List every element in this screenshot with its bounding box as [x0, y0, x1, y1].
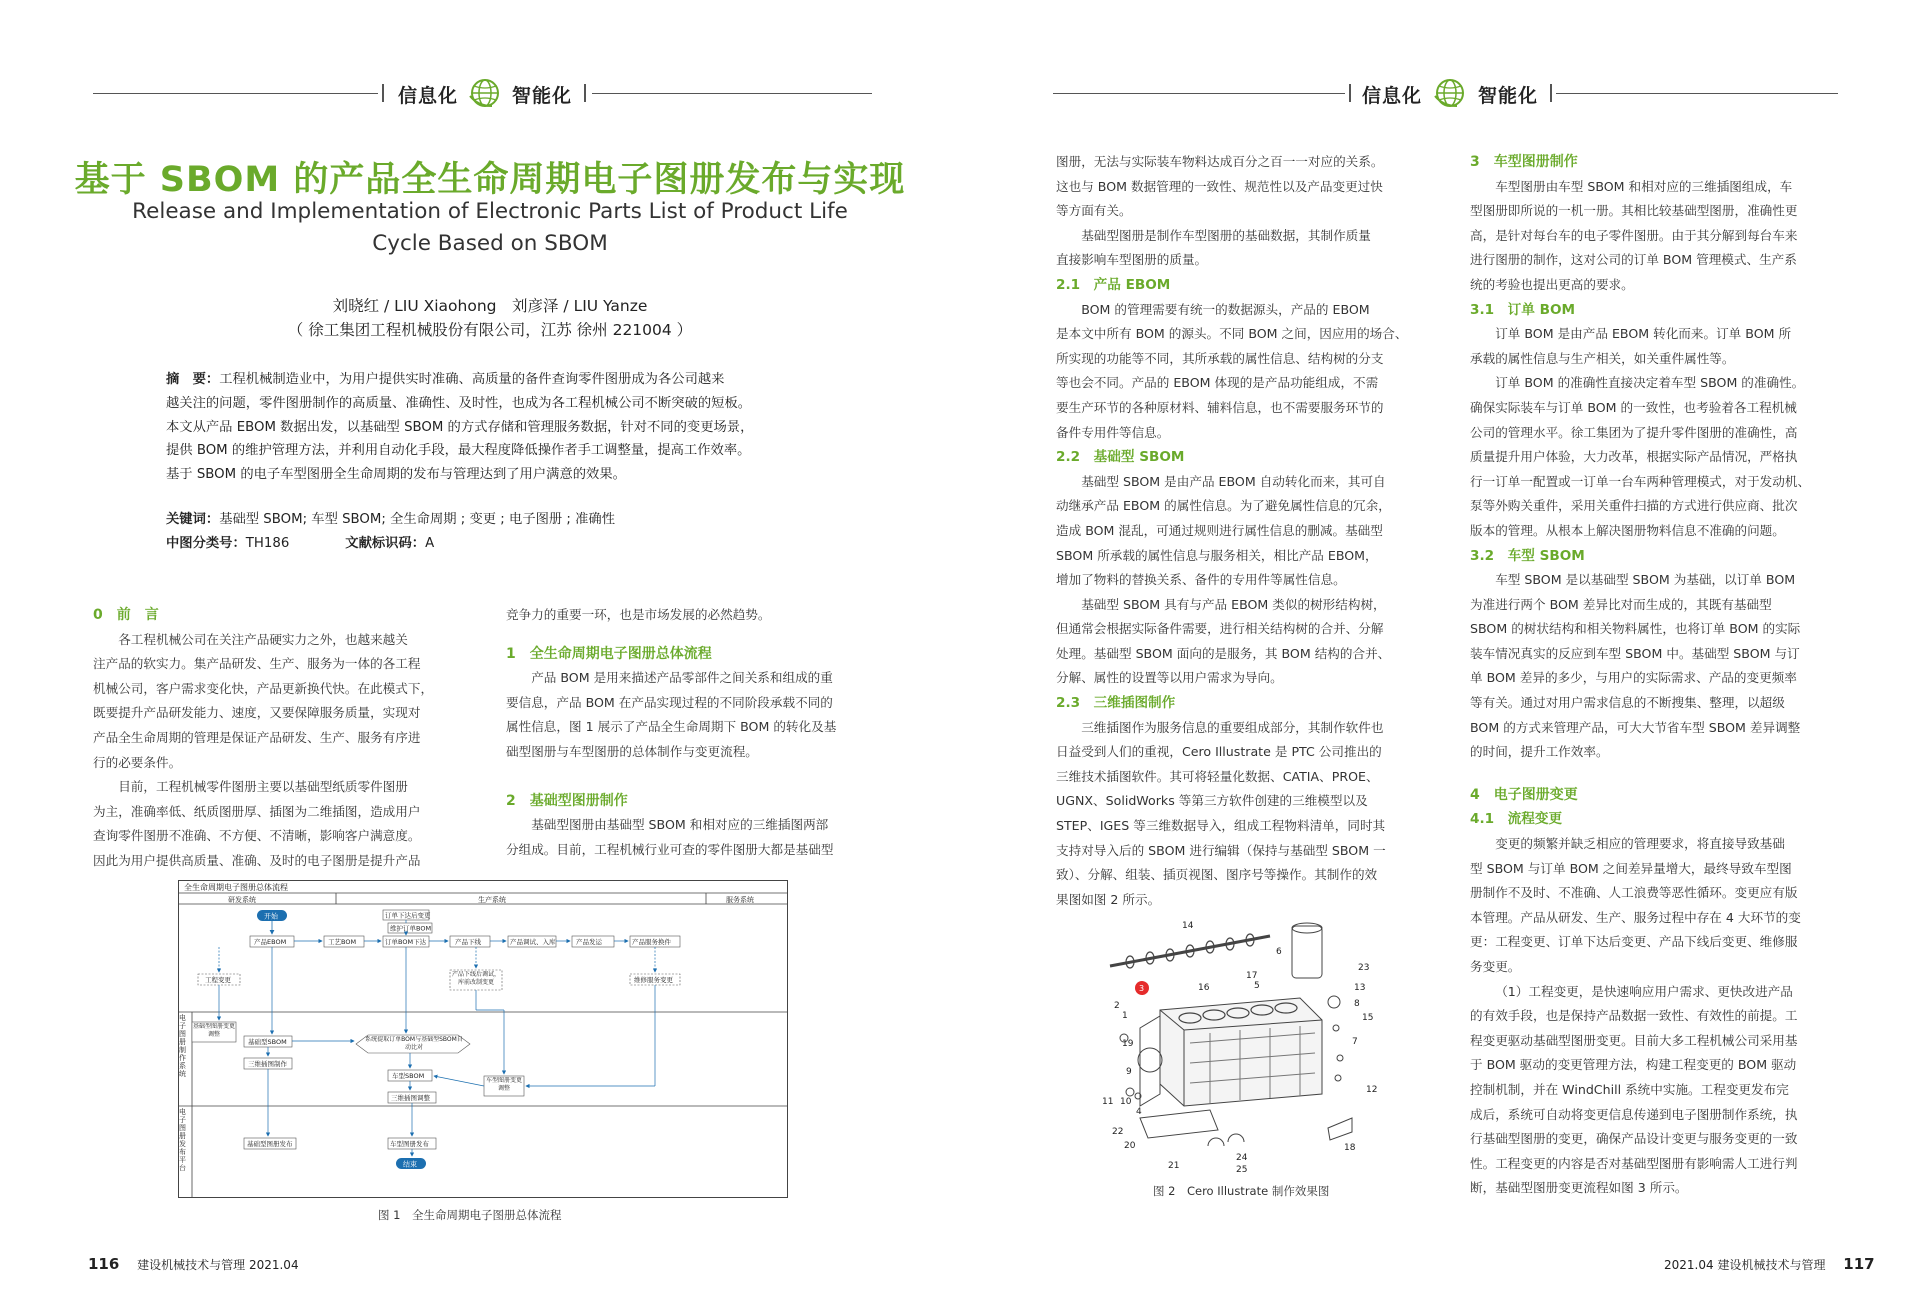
- fig2-label: 2: [1114, 1001, 1120, 1011]
- fig2-label: 20: [1124, 1141, 1136, 1151]
- fig2-label: 12: [1366, 1085, 1378, 1095]
- section-heading-3-1: 3.1 订单 BOM: [1470, 301, 1576, 318]
- header-tick: [1349, 84, 1351, 102]
- fig2-label: 8: [1354, 999, 1360, 1009]
- figure-1-flowchart: [178, 880, 788, 1198]
- abstract-line: 提供 BOM 的维护管理方法，并利用自动化手段，最大程度降低操作者手工调整量，提高工作效率。: [166, 443, 751, 459]
- fig2-label: 15: [1362, 1013, 1374, 1023]
- globe-icon: [468, 76, 502, 110]
- fig2-label: 21: [1168, 1161, 1180, 1171]
- abstract-line: 基于 SBOM 的电子车型图册全生命周期的发布与管理达到了用户满意的效果。: [166, 467, 626, 483]
- fig2-label: 1: [1122, 1011, 1128, 1021]
- node-base-pub: 基础型图册发布: [247, 1140, 293, 1148]
- footer-right: [1664, 1255, 1875, 1273]
- fig2-label: 10: [1120, 1097, 1132, 1107]
- header-right-word-2: 智能化: [1478, 85, 1539, 107]
- figure-1-caption: 图 1 全生命周期电子图册总体流程: [378, 1208, 562, 1222]
- doc-code: A: [425, 535, 435, 551]
- header-tick: [584, 84, 586, 102]
- lane-rd: 研发系统: [228, 896, 256, 904]
- section-heading-2: 2 基础型图册制作: [506, 792, 628, 809]
- header-rule-left-a: [93, 93, 378, 94]
- node-sys-compare: 系统提取订单BOM与基础型SBOM自动比对: [365, 1036, 463, 1051]
- header-rule-left-b: [592, 93, 872, 94]
- fig2-label: 5: [1254, 981, 1260, 991]
- column-3: 图册，无法与实际装车物料达成百分之百一一对应的关系。 这也与 BOM 数据管理的一致性、规范性以及产品变更过快 等方面有关。 基础型图册是制作车型图册的基础数据，其制作质量 直接影响车型图册的质量。 2.1 产品 EBOM BOM 的管理需要有统一的数据源头，产品的 EBOM 是本文中所有 BOM 的源头。不同 BOM 之间，因应用的场合、 所实现的功能等不同，其所承载的属性信息、结构树的分支 等也会不同。产品的 EBOM 体现的是产品功能组成，不需 要生产环节的各种原材料、辅料信息，也不需要服务环节的 备件专用件等信息。 2.2 基础型 SBOM 基础型 SBOM 是由产品 EBOM 自动转化而来，其可自 动继承产品 EBOM 的属性信息。为了避免属性信息的冗余， 造成 BOM 混乱，可通过规则进行属性信息的删减。基础型 SBOM 所承载的属性信息与服务相关，相比产品 EBOM， 增加了物料的替换关系、备件的专用件等属性信息。 基础型 SBOM 具有与产品 EBOM 类似的树形结构树， 但通常会根据实际备件需要，进行相关结构树的合并、分解 处理。基础型 SBOM 面向的是服务，其 BOM 结构的合并、 分解、属性的设置等以用户需求为导向。 2.3 三维插图制作 三维插图作为服务信息的重要组成部分，其制作软件也 日益受到人们的重视，Cero Illustrate 是 PTC 公司推出的 三维技术插图软件。其可将轻量化数据、CATIA、PROE、 UGNX、SolidWorks 等第三方软件创建的三维模型以及 STEP、IGES 等三维数据导入，组成工程物料清单，同时其 支持对导入后的 SBOM 进行编辑（保持与基础型 SBOM 一 致）、分解、组装、插页视图、图序号等操作。其制作的效 果图如图 2 所示。: [1056, 150, 1424, 912]
- fig2-label: 13: [1354, 983, 1366, 993]
- column-4: 3 车型图册制作 车型图册由车型 SBOM 和相对应的三维插图组成，车 型图册即所说的一机一册。其相比较基础型图册，准确性更 高，是针对每台车的电子零件图册。由于其分解到每台车来 进行图册的制作，这对公司的订单 BOM 管理模式、生产系 统的考验也提出更高的要求。 3.1 订单 BOM 订单 BOM 是由产品 EBOM 转化而来。订单 BOM 所 承载的属性信息与生产相关，如关重件属性等。 订单 BOM 的准确性直接决定着车型 SBOM 的准确性。 确保实际装车与订单 BOM 的一致性，也考验着各工程机械 公司的管理水平。徐工集团为了提升零件图册的准确性，高 质量提升用户体验，大力改革，根据实际产品情况，严格执 行一订单一配置或一订单一台车两种管理模式，对于发动机、 泵等外购关重件，采用关重件扫描的方式进行供应商、批次 版本的管理。从根本上解决图册物料信息不准确的问题。 3.2 车型 SBOM 车型 SBOM 是以基础型 SBOM 为基础，以订单 BOM 为准进行两个 BOM 差异比对而生成的，其既有基础型 SBOM 的树状结构和相关物料属性，也将订单 BOM 的实际 装车情况真实的反应到车型 SBOM 中。基础型 SBOM 与订 单 BOM 差异的多少，与用户的实际需求、产品的变更频率 等有关。通过对用户需求信息的不断搜集、整理，以超级 BOM 的方式来管理产品，可大大节省车型 SBOM 差异调整 的时间，提升工作效率。 4 电子图册变更 4.1 流程变更 变更的频繁并缺乏相应的管理要求，将直接导致基础 型 SBOM 与订单 BOM 之间差异量增大，最终导致车型图 册制作不及时、不准确、人工浪费等恶性循环。变更应有版 本管理。产品从研发、生产、服务过程中存在 4 大环节的变 更：工程变更、订单下达后变更、产品下线后变更、维修服 务变更。 （1）工程变更，是快速响应用户需求、更快改进产品 的有效手段，也是保持产品数据一致性、有效性的前提。工 程变更驱动基础型图册变更。目前大多工程机械公司采用基 于 BOM 驱动的变更管理方法，构建工程变更的 BOM 驱动 控制机制，并在 WindChill 系统中实施。工程变更发布完 成后，系统可自动将变更信息传递到电子图册制作系统，执 行基础型图册的变更，确保产品设计变更与服务变更的一致 性。工程变更的内容是否对基础型图册有影响需人工进行判 断，基础型图册变更流程如图 3 所示。: [1470, 150, 1838, 1201]
- node-prod-line: 产品下线: [455, 938, 481, 946]
- section-heading-3-2: 3.2 车型 SBOM: [1470, 547, 1585, 564]
- fig2-label: 23: [1358, 963, 1370, 973]
- keywords-label: 关键词：: [166, 512, 220, 527]
- keywords: 基础型 SBOM; 车型 SBOM; 全生命周期 ; 变更 ; 电子图册 ; 准确性: [219, 512, 616, 527]
- keywords-block: [166, 508, 814, 556]
- fig2-label: 7: [1352, 1037, 1358, 1047]
- column-1: 0 前 言 各工程机械公司在关注产品硬实力之外，也越来越关 注产品的软实力。集产品研发、生产、服务为一体的各工程 机械公司，客户需求变化快，产品更新换代快。在此模式下， 既要提升产品研发能力、速度，又要保障服务质量，实现对 产品全生命周期的管理是保证产品研发、生产、服务有序进 行的必要条件。 目前，工程机械零件图册主要以基础型纸质零件图册 为主，准确率低、纸质图册厚、插图为二维插图，造成用户 查询零件图册不准确、不方便、不清晰，影响客户满意度。 因此为用户提供高质量、准确、及时的电子图册是提升产品: [93, 603, 460, 874]
- header-rule-right-a: [1053, 93, 1345, 94]
- node-ebom: 产品EBOM: [254, 938, 287, 946]
- fig2-label: 17: [1246, 971, 1258, 981]
- node-base-sbom: 基础型SBOM: [248, 1038, 287, 1046]
- figure-2-caption: 图 2 Cero Illustrate 制作效果图: [1153, 1184, 1330, 1198]
- clc-label: 中图分类号：: [166, 535, 246, 551]
- abstract-label: 摘 要：: [166, 372, 220, 387]
- node-car-pub: 车型图册发布: [390, 1140, 429, 1148]
- section-heading-2-2: 2.2 基础型 SBOM: [1056, 449, 1185, 466]
- doc-label: 文献标识码：: [345, 535, 426, 551]
- node-car-sbom: 车型SBOM: [392, 1072, 425, 1080]
- figure-2-engine-illustration: [1100, 918, 1400, 1180]
- node-ship: 产品发运: [576, 938, 602, 946]
- abstract-block: [166, 368, 814, 487]
- article-title-en-line2: Cycle Based on SBOM: [372, 231, 608, 256]
- node-start: 开始: [264, 912, 278, 921]
- fig2-label: 18: [1344, 1143, 1356, 1153]
- authors: 刘晓红 / LIU Xiaohong 刘彦泽 / LIU Yanze: [332, 297, 648, 315]
- page-number-left: 116: [88, 1255, 120, 1273]
- journal-left: 建设机械技术与管理 2021.04: [137, 1258, 299, 1272]
- section-heading-4: 4 电子图册变更: [1470, 786, 1578, 803]
- affiliation: （ 徐工集团工程机械股份有限公司，江苏 徐州 221004 ）: [287, 321, 693, 339]
- lane-publish-platform: 电子图册发布平台: [179, 1108, 186, 1172]
- article-title-en-line1: Release and Implementation of Electronic Parts List of Product Life: [132, 199, 848, 224]
- abstract-line: 摘 要：工程机械制造业中，为用户提供实时准确、高质量的备件查询零件图册成为各公司越来: [166, 372, 725, 387]
- node-illus3d-adj: 三维插图调整: [391, 1094, 430, 1102]
- node-order-issue: 订单下达后变更: [385, 911, 431, 920]
- lane-make-system: 电子图册制作系统: [179, 1014, 186, 1078]
- footer-left: [88, 1255, 299, 1273]
- fig2-label: 25: [1236, 1165, 1248, 1175]
- fig2-label: 14: [1182, 921, 1194, 931]
- fig2-label: 11: [1102, 1097, 1114, 1107]
- header-left-word-2: 信息化: [1362, 85, 1423, 107]
- node-debug-change: 产品下线后调试，库前改制变更: [451, 971, 500, 986]
- fig2-label: 4: [1136, 1107, 1142, 1117]
- article-title-cn: 基于 SBOM 的产品全生命周期电子图册发布与实现: [74, 160, 906, 200]
- column-2: 竞争力的重要一环，也是市场发展的必然趋势。 1 全生命周期电子图册总体流程 产品 BOM 是用来描述产品零部件之间关系和组成的重 要信息，产品 BOM 在产品实现过程的不同阶段承载不同的 属性信息，图 1 展示了产品全生命周期下 BOM 的转化及基 础型图册与车型图册的总体制作与变更流程。 2 基础型图册制作 基础型图册由基础型 SBOM 和相对应的三维插图两部 分组成。目前，工程机械行业可查的零件图册大都是基础型: [506, 603, 874, 862]
- header-tick: [1550, 84, 1552, 102]
- node-debug: 产品调试、入库: [510, 938, 556, 946]
- node-order-down: 订单BOM下达: [385, 938, 427, 946]
- section-heading-3: 3 车型图册制作: [1470, 154, 1578, 170]
- header-tick: [382, 84, 384, 102]
- section-heading-1: 1 全生命周期电子图册总体流程: [506, 645, 712, 662]
- abstract-line: 越关注的问题，零件图册制作的高质量、准确性、及时性，也成为各工程机械公司不断突破的短板。: [166, 395, 752, 411]
- page-number-right: 117: [1843, 1255, 1875, 1273]
- node-car-change: 车型图册变更调整: [485, 1077, 522, 1092]
- lane-svc: 服务系统: [726, 896, 754, 904]
- fig2-label: 19: [1122, 1039, 1134, 1049]
- fig2-label: 16: [1198, 983, 1210, 993]
- node-end: 结束: [403, 1160, 417, 1169]
- clc-code: TH186: [245, 535, 290, 551]
- globe-icon: [1433, 76, 1467, 110]
- section-heading-2-3: 2.3 三维插图制作: [1056, 695, 1176, 712]
- lane-prod: 生产系统: [478, 896, 506, 904]
- section-heading-0: 0 前 言: [93, 607, 159, 623]
- fig2-label: 3: [1139, 984, 1145, 993]
- node-maint-order: 维护订单BOM: [390, 924, 432, 933]
- header-rule-right-b: [1556, 93, 1838, 94]
- fig2-label: 24: [1236, 1153, 1248, 1163]
- node-eng-change: 工程变更: [205, 976, 231, 984]
- journal-right: 2021.04 建设机械技术与管理: [1664, 1258, 1826, 1272]
- node-gybom: 工艺BOM: [328, 938, 357, 946]
- fig2-label: 9: [1126, 1067, 1132, 1077]
- abstract-line: 本文从产品 EBOM 数据出发，以基础型 SBOM 的方式存储和管理服务数据，针对不同的变更场景，: [166, 419, 754, 435]
- node-svc-change: 维修服务变更: [634, 976, 673, 984]
- figure-1-title: 全生命周期电子图册总体流程: [184, 883, 288, 892]
- header-right-word: 智能化: [512, 85, 573, 107]
- section-heading-2-1: 2.1 产品 EBOM: [1056, 276, 1171, 293]
- fig2-label: 22: [1112, 1127, 1124, 1137]
- node-illus3d: 三维插图制作: [248, 1060, 287, 1068]
- node-svc-swap: 产品服务换件: [632, 938, 671, 946]
- header-left-word: 信息化: [398, 85, 459, 107]
- fig2-label: 6: [1276, 947, 1282, 957]
- section-heading-4-1: 4.1 流程变更: [1470, 811, 1563, 828]
- node-base-change: 基础型图册变更调整: [193, 1023, 235, 1038]
